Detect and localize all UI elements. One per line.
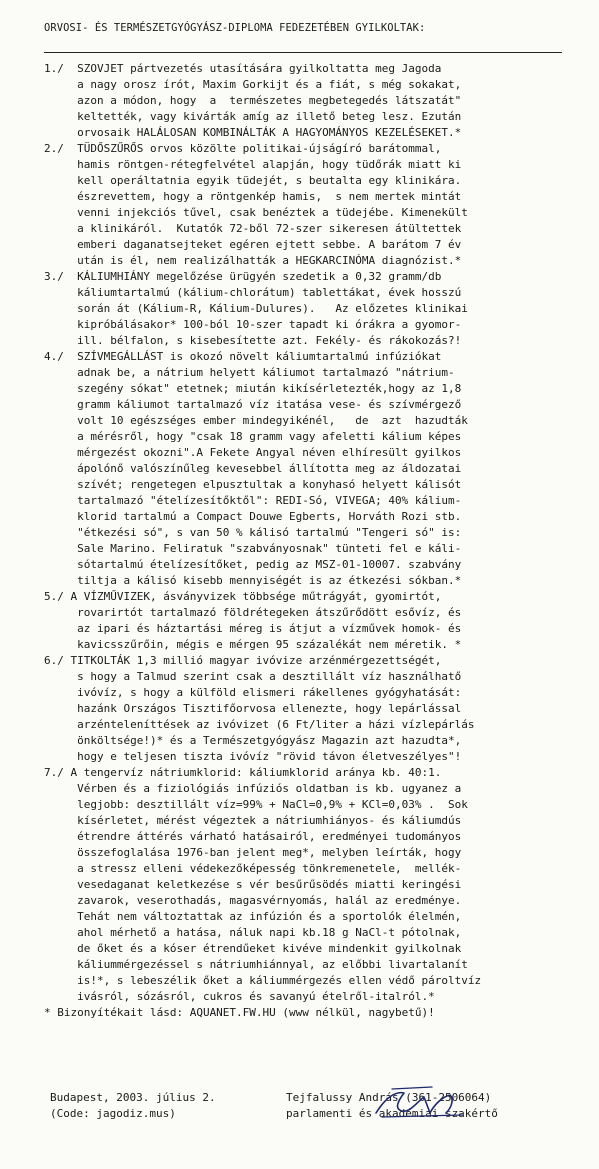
text-line: 4./ SZÍVMEGÁLLÁST is okozó növelt káliumtartalmú infúziókat xyxy=(44,350,442,363)
author-name: Tejfalussy András (361-2506064) xyxy=(286,1091,492,1104)
text-line: 1./ SZOVJET pártvezetés utasítására gyilkoltatta meg Jagoda xyxy=(44,62,442,75)
text-line: étrendre áttérés várható hatásairól, eredményei tudományos xyxy=(44,830,462,843)
text-line: Sale Marino. Feliratuk "szabványosnak" tünteti fel e káli- xyxy=(44,542,462,555)
text-line: hamis röntgen-rétegfelvétel alapján, hogy tüdőrák miatt ki xyxy=(44,158,462,171)
text-line: a klinikáról. Kutatók 72-ből 72-szer sikeresen átültettek xyxy=(44,222,462,235)
text-line: önköltsége!)* és a Természetgyógyász Magazin azt hazudta*, xyxy=(44,734,462,747)
text-line: kísérletet, mérést végeztek a nátriumhiányos- és káliumdús xyxy=(44,814,462,827)
title-underline xyxy=(44,52,562,53)
text-line: azon a módon, hogy a természetes megbetegedés látszatát" xyxy=(44,94,462,107)
author-title: parlamenti és akadémiai szakértő xyxy=(286,1107,498,1120)
text-line: ahol mérhető a hatása, náluk napi kb.18 g NaCl-t pótolnak, xyxy=(44,926,462,939)
text-line: kavicsszűrőin, mégis e mérgen 95 százalékát nem méretik. * xyxy=(44,638,462,651)
text-line: hogy e teljesen tiszta ivóvíz "rövid távon életveszélyes"! xyxy=(44,750,462,763)
text-line: arzénteleníttések az ivóvizet (6 Ft/liter a házi vízlepárlás xyxy=(44,718,475,731)
text-line: tartalmazó "ételízesítőktől": REDI-Só, VIVEGA; 40% kálium- xyxy=(44,494,462,507)
text-line: 5./ A VÍZMŰVIZEK, ásványvizek többsége műtrágyát, gyomirtót, xyxy=(44,590,442,603)
document-code: (Code: jagodiz.mus) xyxy=(50,1107,176,1120)
text-line: ivóvíz, s hogy a külföld elismeri rákellenes gyógyhatását: xyxy=(44,686,462,699)
text-line: 3./ KÁLIUMHIÁNY megelőzése ürügyén szedetik a 0,32 gramm/db xyxy=(44,270,442,283)
text-line: ill. bélfalon, s kisebesítette azt. Fekély- és rákokozás?! xyxy=(44,334,462,347)
handwritten-signature xyxy=(372,1083,468,1123)
text-line: az ipari és háztartási méreg is átjut a vízművek homok- és xyxy=(44,622,462,635)
text-line: kipróbálásakor* 100-ból 10-szer tapadt ki órákra a gyomor- xyxy=(44,318,462,331)
text-line: de őket és a kóser étrendűeket kivéve mindenkit gyilkolnak xyxy=(44,942,462,955)
text-line: sótartalmú ételízesítőket, pedig az MSZ-01-10007. szabvány xyxy=(44,558,462,571)
text-line: keltették, vagy kivárták amíg az illető beteg lesz. Ezután xyxy=(44,110,462,123)
text-line: ivásról, sózásról, cukros és savanyú ételről-italról.* xyxy=(44,990,435,1003)
text-line: káliumtartalmú (kálium-chlorátum) tablettákat, évek hosszú xyxy=(44,286,462,299)
text-line: venni injekciós tűvel, csak benéztek a tüdejébe. Kimenekült xyxy=(44,206,468,219)
text-line: adnak be, a nátrium helyett káliumot tartalmazó "nátrium- xyxy=(44,366,455,379)
text-line: szegény sókat" etetnek; miután kikísérletezték,hogy az 1,8 xyxy=(44,382,462,395)
text-line: 6./ TITKOLTÁK 1,3 millió magyar ivóvize arzénmérgezettségét, xyxy=(44,654,442,667)
text-line: észrevettem, hogy a röntgenkép hamis, s nem mertek mintát xyxy=(44,190,462,203)
document-title: ORVOSI- ÉS TERMÉSZETGYÓGYÁSZ-DIPLOMA FEDEZETÉBEN GYILKOLTAK: xyxy=(44,22,426,34)
text-line: klorid tartalmú a Compact Douwe Egberts, Horváth Rozi stb. xyxy=(44,510,462,523)
text-line: ápolónő valószínűleg kevesebbel állította meg az áldozatai xyxy=(44,462,462,475)
place-date: Budapest, 2003. július 2. xyxy=(50,1091,216,1104)
text-line: hazánk Országos Tisztifőorvosa ellenezte, hogy lepárlással xyxy=(44,702,462,715)
text-line: során át (Kálium-R, Kálium-Dulures). Az előzetes klinikai xyxy=(44,302,468,315)
text-line: emberi daganatsejteket egéren ejtett sebbe. A barátom 7 év xyxy=(44,238,462,251)
text-line: is!*, s lebeszélik őket a káliummérgezés ellen védő pároltvíz xyxy=(44,974,482,987)
text-line: rovarirtót tartalmazó földrétegeken átszűrődött esővíz, és xyxy=(44,606,462,619)
text-line: volt 10 egészséges ember mindegyikénél, de azt hazudták xyxy=(44,414,468,427)
text-line: kell operáltatnia egyik tüdejét, s beutalta egy klinikára. xyxy=(44,174,462,187)
text-line: összefoglalása 1976-ban jelent meg*, melyben leírták, hogy xyxy=(44,846,462,859)
text-line: a mérésről, hogy "csak 18 gramm vagy afeletti kálium képes xyxy=(44,430,462,443)
text-line: káliummérgezéssel s nátriumhiánnyal, az előbbi livartalanít xyxy=(44,958,468,971)
text-line: 7./ A tengervíz nátriumklorid: káliumklorid aránya kb. 40:1. xyxy=(44,766,442,779)
text-line: után is él, nem realizálhatták a HEGKARCINÓMA diagnózist.* xyxy=(44,254,462,267)
text-line: szívét; rengetegen elpusztultak a konyhasó helyett kálisót xyxy=(44,478,462,491)
text-line: s hogy a Talmud szerint csak a desztillált víz használhatő xyxy=(44,670,462,683)
text-line: zavarok, veserothadás, magasvérnyomás, halál az eredménye. xyxy=(44,894,462,907)
text-line: gramm káliumot tartalmazó víz itatása vese- és szívmérgező xyxy=(44,398,462,411)
text-line: mérgezést okozni".A Fekete Angyal néven elhíresült gyilkos xyxy=(44,446,462,459)
text-line: vesedaganat keletkezése s vér besűrűsödés miatti keringési xyxy=(44,878,462,891)
text-line: Tehát nem változtattak az infúzión és a sportolók élelmén, xyxy=(44,910,462,923)
text-line: orvosaik HALÁLOSAN KOMBINÁLTÁK A HAGYOMÁNYOS KEZELÉSEKET.* xyxy=(44,126,462,139)
text-line: a nagy orosz írót, Maxim Gorkijt és a fiát, s még sokakat, xyxy=(44,78,462,91)
text-line: legjobb: desztillált víz=99% + NaCl=0,9% + KCl=0,03% . Sok xyxy=(44,798,468,811)
text-line: Vérben és a fiziológiás infúziós oldatban is kb. ugyanez a xyxy=(44,782,462,795)
text-line: 2./ TÜDŐSZŰRŐS orvos közölte politikai-újságíró barátommal, xyxy=(44,142,442,155)
text-line: "étkezési só", s van 50 % kálisó tartalmú "Tengeri só" is: xyxy=(44,526,462,539)
text-line: a stressz elleni védekezőképesség tönkremenetele, mellék- xyxy=(44,862,462,875)
footnote-line: * Bizonyítékait lásd: AQUANET.FW.HU (www nélkül, nagybetű)! xyxy=(44,1006,435,1019)
text-line: tiltja a kálisó kisebb mennyiségét is az étkezési sókban.* xyxy=(44,574,462,587)
